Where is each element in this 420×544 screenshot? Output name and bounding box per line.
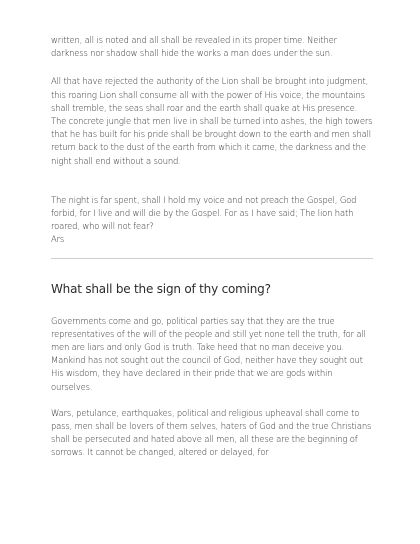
paragraph-revealed: written, all is noted and all shall be revealed in its proper time. Neither darkness nor shadow shall hide the works a man does under the sun.: [51, 35, 337, 59]
document-page: [51, 34, 373, 460]
paragraph-wars: Wars, petulance, earthquakes, political and religious upheaval shall come to pass, men shall be lovers of them selves, haters of God and the true Christians shall be persecuted and hated above all men, all these are the beginning of sorrows. It cannot be changed, altered or delayed, for: [51, 407, 372, 458]
signature: Ars: [51, 234, 65, 245]
paragraph-lion-judgment: All that have rejected the authority of the Lion shall be brought into judgment, this roaring Lion shall consume all with the power of His voice, the mountains shall tremble, the seas shall roar and the earth shall quake at His presence. The concrete jungle that men live in shall be turned into ashes, the high towers that he has built for his pride shall be brought down to the earth and men shall return back to the dust of the earth from which it came, the darkness and the night shall end without a sound.: [51, 76, 373, 166]
paragraph-governments: Governments come and go, political parties say that they are the true representatives of the will of the people and still yet none tell the truth, for all men are liars and only God is truth. Take heed that no man deceive you. Mankind has not sought out the council of God, neither have they sought out His wisdom, they have declared in their pride that we are gods within ourselves.: [51, 315, 366, 392]
paragraph-night-far-spent: The night is far spent, shall I hold my voice and not preach the Gospel, God forbid, for I live and will die by the Gospel. For as I have said; The lion hath roared, who will not fear?: [51, 194, 357, 232]
section-heading: What shall be the sign of thy coming?: [51, 281, 271, 296]
section-divider: [51, 258, 373, 259]
